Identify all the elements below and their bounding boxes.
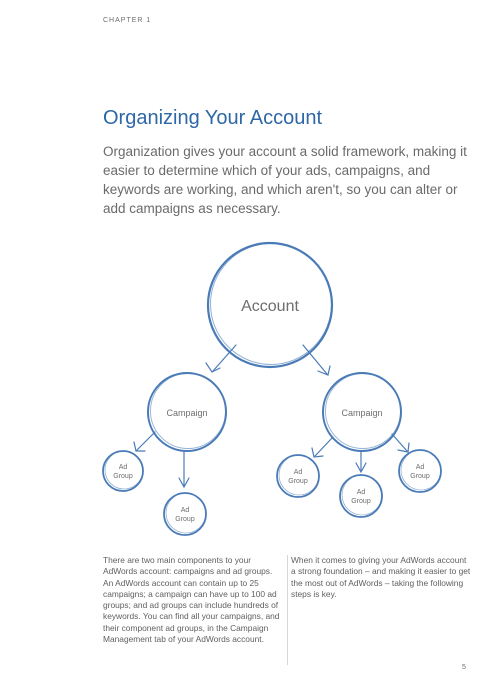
- ad-group-label-2: [175, 507, 195, 523]
- arrow-campaign-to-adgroup-1: [134, 432, 155, 451]
- ad-group-label-3: [288, 469, 308, 485]
- svg-text:Ad: Ad: [180, 507, 190, 514]
- svg-text:Group: Group: [175, 516, 195, 523]
- ad-group-circle-4: [340, 475, 382, 517]
- arrow-account-to-campaign-left: [206, 345, 236, 372]
- campaign-label-left: Campaign: [166, 408, 208, 418]
- ad-group-circle-3: [277, 455, 319, 497]
- page-title: Organizing Your Account: [103, 107, 323, 129]
- svg-text:Group: Group: [410, 473, 430, 480]
- ad-group-circle-5: [399, 450, 441, 492]
- svg-text:Ad: Ad: [415, 464, 425, 471]
- account-label: Account: [241, 298, 299, 315]
- svg-text:Ad: Ad: [356, 489, 366, 496]
- arrow-campaign-to-adgroup-5: [392, 434, 409, 452]
- intro-paragraph: Organization gives your account a solid framework, making it easier to determine which of your ads, campaigns, and keywords are working, and which aren't, so you can alter or add campaigns as necessary.: [103, 144, 467, 216]
- ad-group-circle-2: [164, 493, 206, 535]
- svg-text:Group: Group: [113, 473, 133, 480]
- svg-text:Ad: Ad: [293, 469, 303, 476]
- chapter-label: CHAPTER 1: [103, 17, 152, 24]
- ad-group-label-5: [410, 464, 430, 480]
- arrow-campaign-to-adgroup-2: [179, 451, 189, 487]
- page-number: 5: [462, 664, 466, 671]
- svg-text:Ad: Ad: [118, 464, 128, 471]
- ad-group-circle-1: [103, 451, 143, 491]
- arrow-campaign-to-adgroup-3: [312, 437, 333, 457]
- svg-text:Group: Group: [351, 498, 371, 505]
- ad-group-label-1: [113, 464, 133, 480]
- ad-group-label-4: [351, 489, 371, 505]
- body-column-right: When it comes to giving your AdWords account a strong foundation – and making it easier to get the most out of AdWords – taking the following steps is key.: [291, 555, 471, 599]
- arrow-campaign-to-adgroup-4: [356, 451, 366, 472]
- svg-text:Group: Group: [288, 478, 308, 485]
- campaign-label-right: Campaign: [341, 408, 383, 418]
- body-column-left: There are two main components to your AdWords account: campaigns and ad groups. An AdWords account can contain up to 25 campaigns; a campaign can have up to 100 ad groups; and ad groups can include hundreds of keywords. You can find all your campaigns, and their component ad groups, in the Campaign Management tab of your AdWords account.: [103, 555, 288, 665]
- arrow-account-to-campaign-right: [303, 345, 330, 375]
